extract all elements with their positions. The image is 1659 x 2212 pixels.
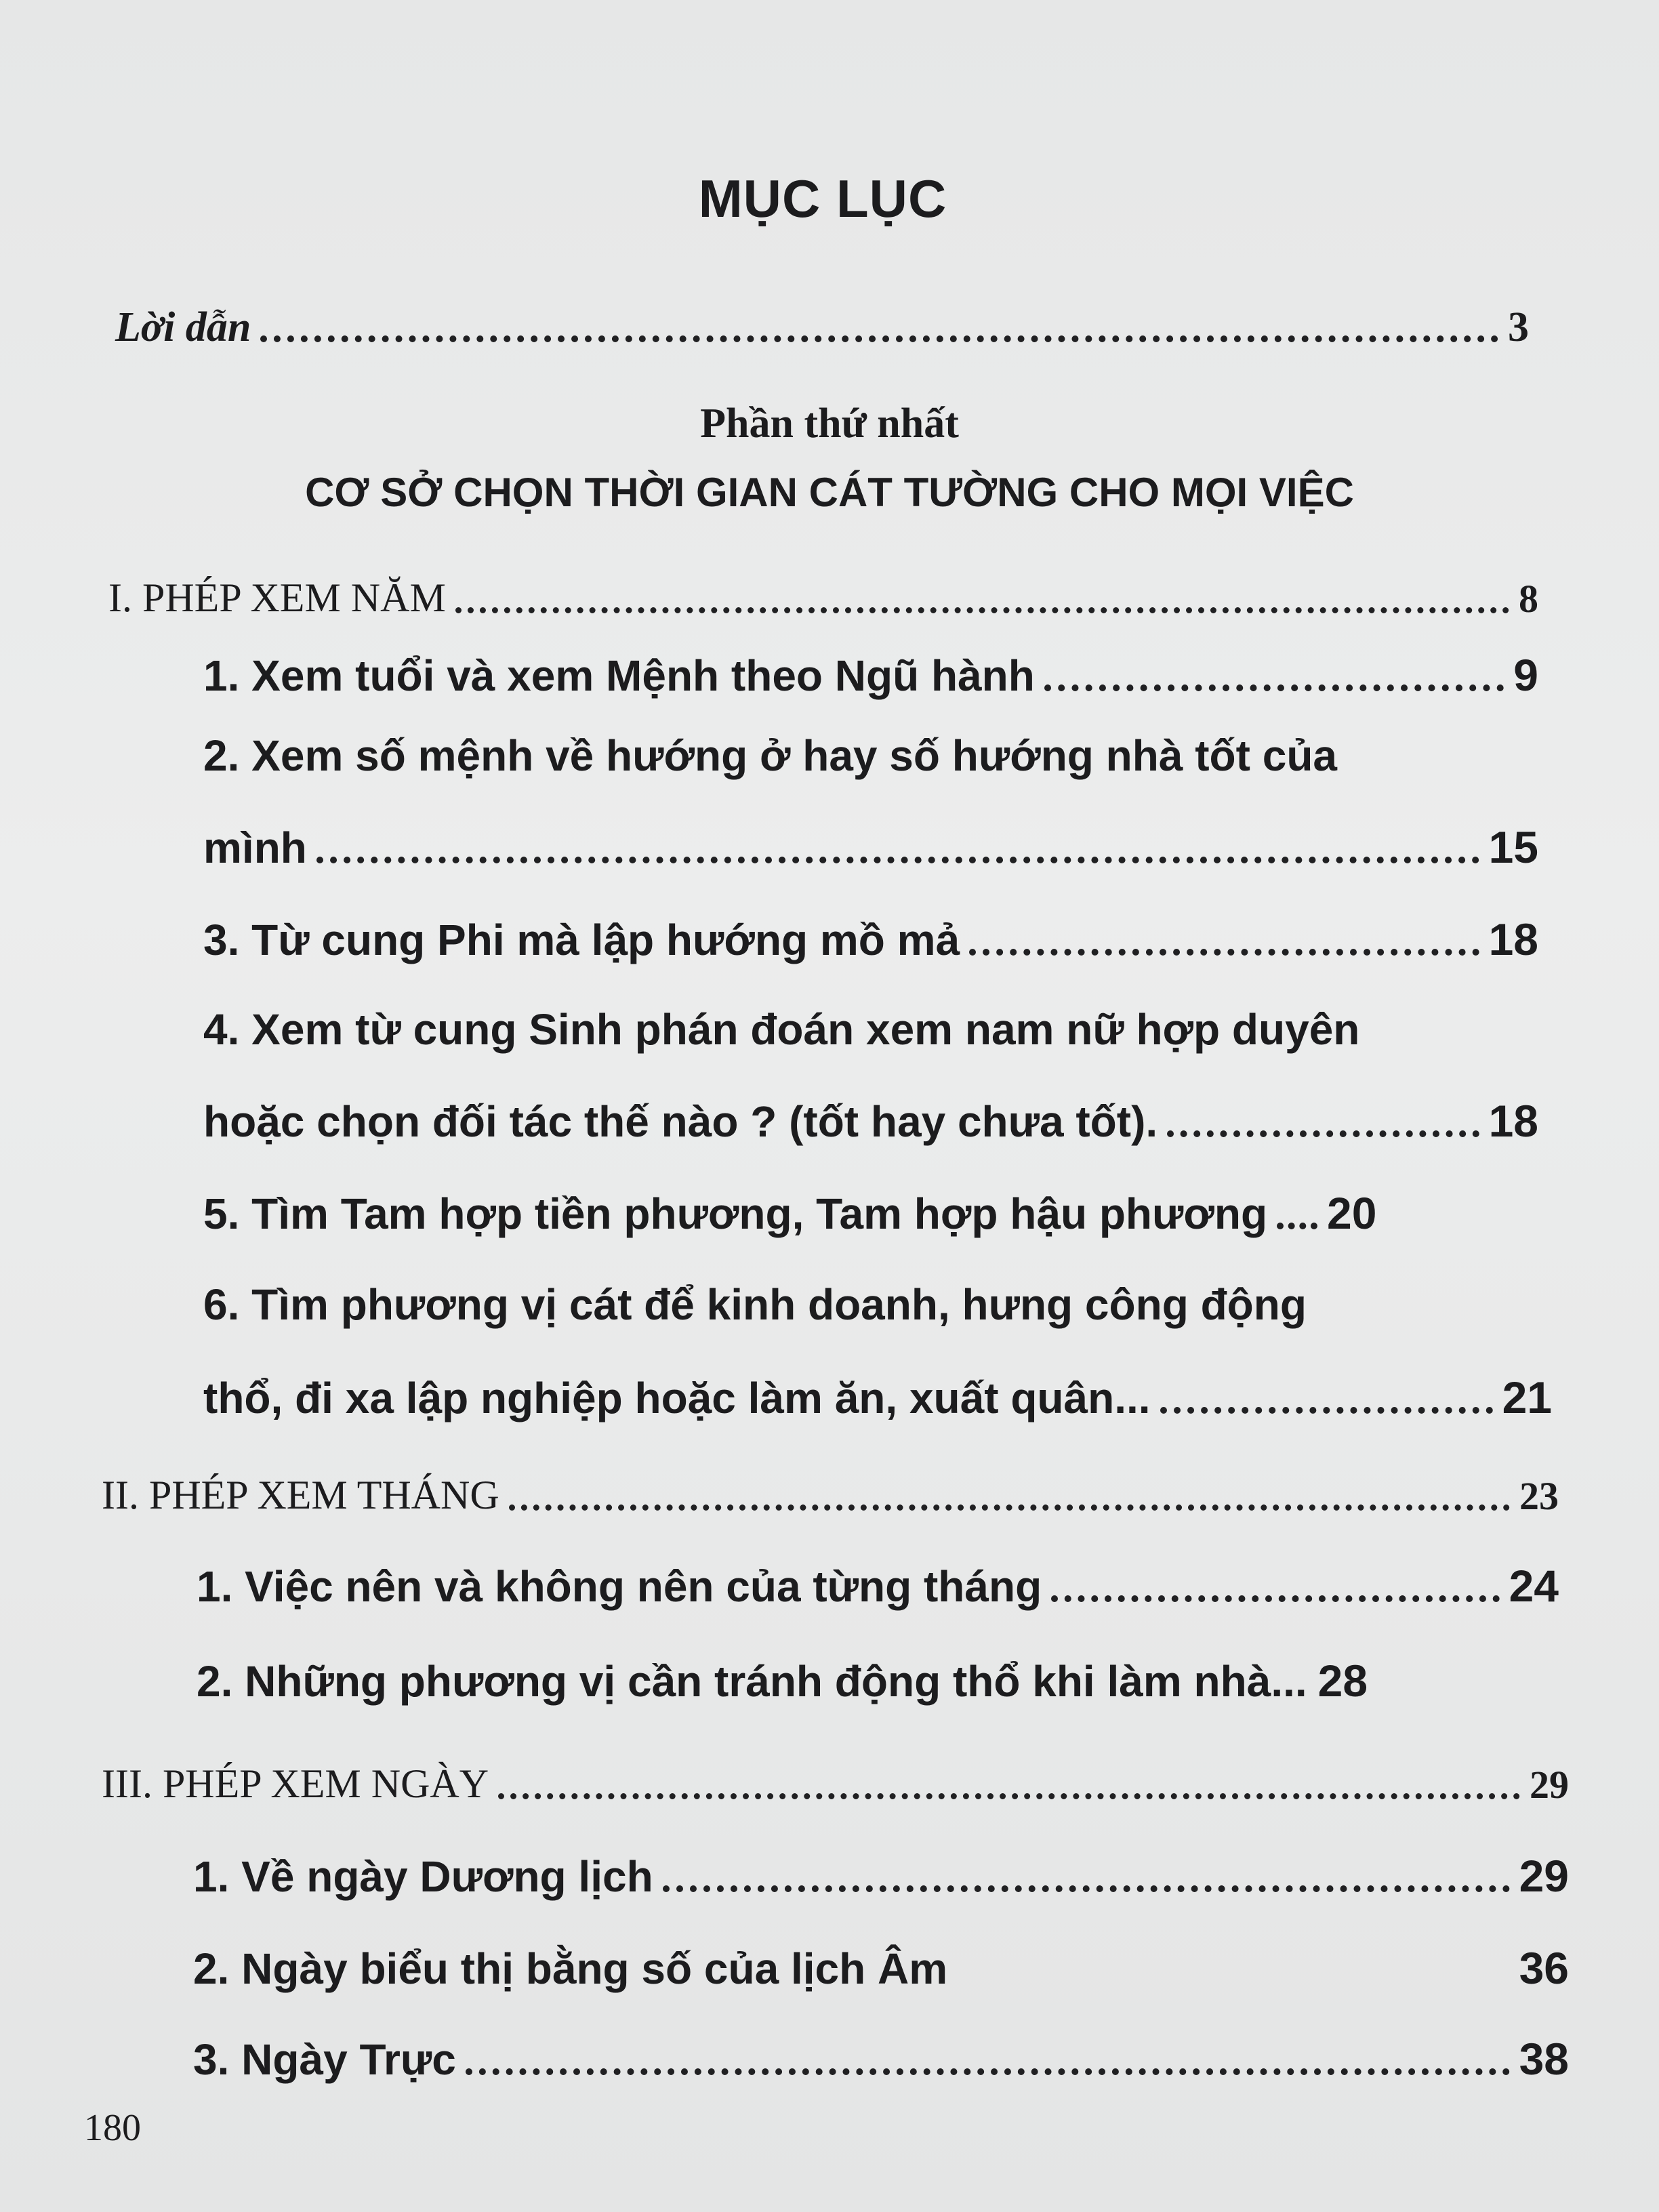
toc-entry-label: 3. Ngày Trực: [193, 2035, 456, 2084]
toc-section-label: I. PHÉP XEM NĂM: [108, 575, 446, 620]
toc-entry-label-line1: 6. Tìm phương vị cát để kinh doanh, hưng công động: [203, 1280, 1307, 1329]
toc-entry-page: 21: [1502, 1372, 1552, 1422]
toc-entry-label-line2: mình: [203, 823, 307, 872]
toc-entry-page: 18: [1488, 914, 1538, 964]
toc-entry-page: 28: [1317, 1656, 1368, 1706]
dot-leader: [1167, 1130, 1479, 1137]
toc-entry-page: 18: [1488, 1096, 1538, 1146]
toc-entry-label: 1. Về ngày Dương lịch: [193, 1852, 653, 1901]
page-title: MỤC LỤC: [698, 169, 947, 228]
toc-entry-label-line2: hoặc chọn đối tác thế nào ? (tốt hay chưa tốt).: [203, 1097, 1158, 1146]
toc-entry-page: 20: [1327, 1188, 1377, 1238]
toc-entry: [203, 914, 1538, 965]
dot-leader: [1044, 684, 1504, 691]
toc-entry-label-line2: thổ, đi xa lập nghiệp hoặc làm ăn, xuất quân...: [203, 1374, 1151, 1422]
toc-entry-page: 15: [1488, 822, 1538, 872]
toc-entry-page: 24: [1509, 1561, 1559, 1611]
dot-leader: [466, 2068, 1510, 2075]
part-subtitle: CƠ SỞ CHỌN THỜI GIAN CÁT TƯỜNG CHO MỌI VIỆC: [305, 470, 1354, 515]
dot-leader: [663, 1885, 1510, 1892]
toc-entry-intro: [115, 304, 1529, 352]
toc-entry: [203, 1372, 1552, 1423]
toc-entry-label: Lời dẫn: [115, 304, 251, 350]
toc-entry-label-line1: 2. Xem số mệnh về hướng ở hay số hướng nhà tốt của: [203, 731, 1337, 780]
toc-section-3: [102, 1761, 1569, 1807]
toc-entry-page: 29: [1519, 1851, 1569, 1901]
toc-section-1: [108, 575, 1538, 621]
dot-leader: [509, 1504, 1510, 1511]
toc-entry: [193, 1942, 1569, 1994]
toc-section-label: II. PHÉP XEM THÁNG: [102, 1473, 499, 1517]
part-title: Phần thứ nhất: [700, 401, 959, 447]
toc-entry: [197, 1560, 1559, 1612]
toc-entry-label: 1. Xem tuổi và xem Mệnh theo Ngũ hành: [203, 651, 1035, 700]
toc-section-page: 29: [1530, 1763, 1569, 1807]
toc-entry-label: 3. Từ cung Phi mà lập hướng mồ mả: [203, 916, 960, 964]
toc-section-label: III. PHÉP XEM NGÀY: [102, 1761, 489, 1806]
toc-entry-page: 9: [1513, 650, 1538, 700]
toc-entry: [203, 821, 1538, 873]
toc-entry: [203, 1095, 1538, 1147]
dot-leader: [498, 1793, 1520, 1799]
toc-entry-label: 2. Ngày biểu thị bằng số của lịch Âm: [193, 1944, 948, 1993]
toc-entry-label: 5. Tìm Tam hợp tiền phương, Tam hợp hậu phương: [203, 1189, 1268, 1238]
toc-entry-label: 2. Những phương vị cần tránh động thổ khi làm nhà...: [197, 1657, 1307, 1706]
dot-leader: [1051, 1595, 1499, 1602]
toc-entry-page: 36: [1519, 1943, 1569, 1993]
dot-leader: [957, 1978, 1509, 1984]
toc-entry-label-line1: 4. Xem từ cung Sinh phán đoán xem nam nữ hợp duyên: [203, 1005, 1360, 1054]
page-number: 180: [84, 2107, 141, 2149]
dot-leader: [455, 607, 1509, 613]
dot-leader: [316, 857, 1479, 863]
toc-entry: [193, 1850, 1569, 1902]
dot-leader: [1160, 1407, 1493, 1414]
toc-entry-page: 38: [1519, 2034, 1569, 2084]
toc-entry-page: 3: [1508, 304, 1529, 350]
toc-entry: [193, 2033, 1569, 2085]
toc-entry: [203, 1187, 1545, 1239]
toc-section-page: 23: [1519, 1474, 1559, 1518]
toc-entry: [203, 649, 1538, 701]
dot-leader: [969, 949, 1479, 956]
dot-leader: [1277, 1223, 1317, 1229]
dot-leader: [260, 335, 1498, 342]
toc-section-page: 8: [1519, 577, 1538, 621]
toc-entry-label: 1. Việc nên và không nên của từng tháng: [197, 1562, 1042, 1611]
toc-section-2: [102, 1472, 1559, 1519]
toc-entry: [197, 1655, 1565, 1706]
